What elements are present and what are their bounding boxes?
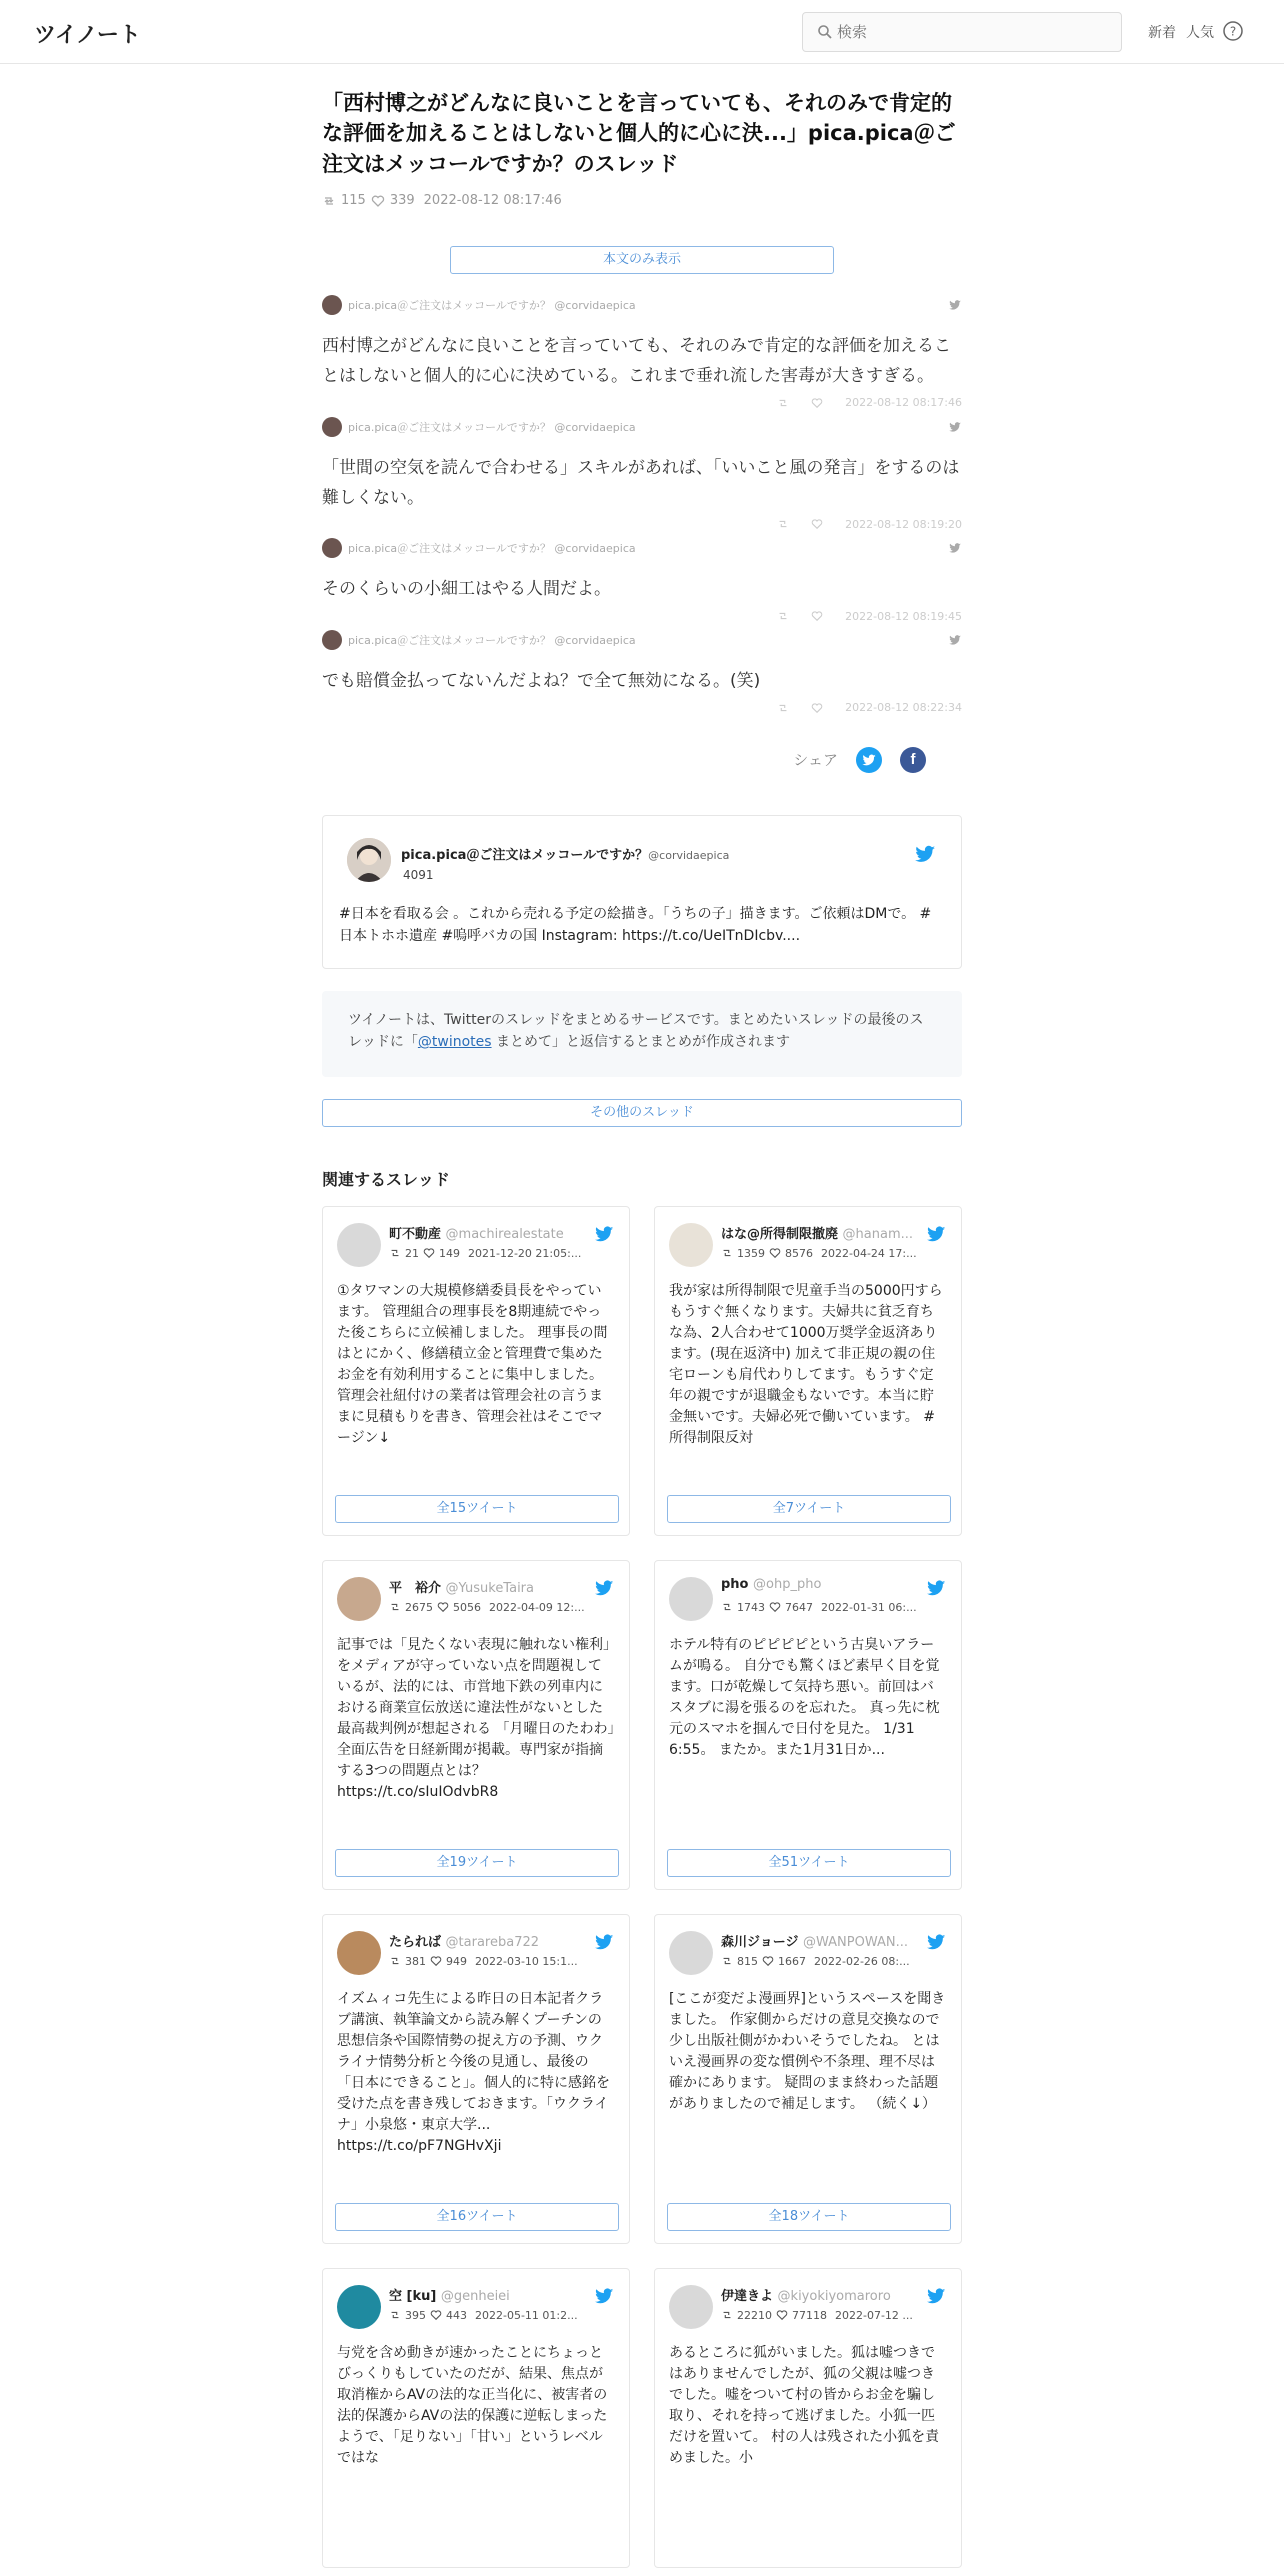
twitter-icon (861, 752, 877, 768)
card-text: [ここが変だよ漫画界]というスペースを聞きました。 作家側からだけの意見交換なので少し出版社側がかわいそうでしたね。 とはいえ漫画界の変な慣例や不条理、理不尽は確かにあります。 疑問のまま終わった話題がありましたので補足します。 （続く↓） (669, 1990, 946, 2112)
card-retweet-count: 22210 (737, 2308, 772, 2322)
tweet-time[interactable]: 2022-08-12 08:19:20 (845, 517, 962, 531)
related-thread-card[interactable] (654, 2268, 962, 2568)
avatar[interactable] (322, 417, 342, 437)
card-date: 2022-05-11 01:2... (475, 2308, 578, 2322)
twitter-icon[interactable] (925, 1577, 947, 1599)
card-all-tweets-button[interactable]: 全15ツイート (335, 1495, 619, 1523)
card-author[interactable] (721, 1931, 921, 1950)
avatar-illustration-icon (347, 838, 391, 882)
tweet-item (322, 416, 962, 534)
nav-new-link[interactable]: 新着 (1148, 25, 1176, 41)
search-icon (817, 24, 833, 40)
card-author[interactable] (721, 1223, 921, 1242)
card-author[interactable] (389, 2285, 589, 2304)
share-label: シェア (793, 751, 838, 770)
like-count: 339 (389, 193, 415, 209)
card-stats (721, 1955, 941, 1968)
body-only-button[interactable]: 本文のみ表示 (450, 246, 834, 274)
card-text: 記事では「見たくない表現に触れない権利」をメディアが守っていない点を問題視しているが、法的には、市営地下鉄の列車内における商業宣伝放送に違法性がないとした最高裁判例が想起される 「月曜日のたわわ」全面広告を日経新聞が掲載。専門家が指摘する3つの問題点とは？ https://t.co/sIuIOdvbR8 (337, 1636, 615, 1800)
heart-icon (430, 2309, 442, 2321)
tweet-text: 西村博之がどんなに良いことを言っていても、それのみで肯定的な評価を加えることはしないと個人的に心に決めている。これまで垂れ流した害毒が大きすぎる。 (322, 336, 951, 387)
card-author-handle[interactable]: @YusukeTaira (445, 1580, 534, 1596)
card-stats (721, 1601, 941, 1614)
card-date: 2022-04-09 12:... (489, 1600, 585, 1614)
heart-icon (762, 1955, 774, 1967)
tweet-footer (322, 607, 962, 625)
retweet-count: 115 (341, 193, 366, 209)
card-stats (721, 1247, 941, 1260)
related-thread-card[interactable] (322, 2268, 630, 2568)
card-author-name[interactable]: 平 裕介 (389, 1580, 442, 1596)
card-text: あるところに狐がいました。狐は嘘つきではありませんでしたが、狐の父親は嘘つきでした。嘘をついて村の皆からお金を騙し取り、それを持って逃げました。小狐一匹だけを置いて。 村の人は残された小狐を責めました。小 (669, 2344, 940, 2466)
card-author[interactable] (721, 1577, 921, 1592)
retweet-icon (389, 2309, 401, 2321)
other-threads-button[interactable]: その他のスレッド (322, 1099, 962, 1127)
related-thread-card[interactable] (654, 1914, 962, 2244)
profile-name-line[interactable] (401, 844, 729, 863)
card-author-name[interactable]: たられば (389, 1934, 442, 1950)
card-all-tweets-button[interactable]: 全51ツイート (667, 1849, 951, 1877)
card-all-tweets-button[interactable]: 全18ツイート (667, 2203, 951, 2231)
tweet-footer (322, 699, 962, 717)
card-date: 2022-01-31 06:... (821, 1600, 917, 1614)
related-thread-card[interactable] (322, 1206, 630, 1536)
heart-icon (430, 1955, 442, 1967)
avatar[interactable] (337, 1223, 381, 1267)
card-author-handle[interactable]: @WANPOWAN... (803, 1934, 909, 1950)
tweet-text: でも賠償金払ってないんだよね？で全て無効になる。(笑) (322, 671, 761, 692)
avatar[interactable] (347, 838, 391, 882)
share-bar (322, 747, 962, 773)
tweet-author[interactable]: pica.pica＠ご注文はメッコールですか？ @corvidaepica (348, 542, 636, 556)
search-input[interactable] (837, 13, 1113, 51)
card-retweet-count: 1743 (737, 1600, 765, 1614)
twitter-share-button[interactable] (856, 747, 882, 773)
card-stats (721, 2309, 941, 2322)
site-logo[interactable]: ツイノート (34, 23, 141, 48)
twitter-icon[interactable] (948, 633, 962, 647)
nav-popular-link[interactable]: 人気 (1186, 25, 1214, 41)
site-header (0, 0, 1284, 64)
tweet-text: 「世間の空気を読んで合わせる」スキルがあれば、「いいこと風の発言」をするのは難しくない。 (322, 457, 960, 508)
card-retweet-count: 395 (405, 2308, 426, 2322)
retweet-icon (721, 2309, 733, 2321)
card-like-count: 7647 (785, 1600, 813, 1614)
tweet-item (322, 629, 962, 717)
tweet-header (322, 537, 962, 559)
twitter-icon[interactable] (593, 1223, 615, 1245)
related-thread-card[interactable] (322, 1914, 630, 2244)
avatar[interactable] (337, 1577, 381, 1621)
related-thread-card[interactable] (654, 1560, 962, 1890)
retweet-icon[interactable] (777, 702, 789, 714)
tweet-time[interactable]: 2022-08-12 08:22:34 (845, 701, 962, 715)
card-author-name[interactable]: pho (721, 1576, 749, 1592)
avatar[interactable] (337, 2285, 381, 2329)
profile-handle[interactable]: @corvidaepica (648, 848, 730, 862)
card-author[interactable] (721, 2285, 921, 2304)
help-icon[interactable] (1222, 20, 1244, 42)
card-author-handle[interactable]: @genheiei (440, 2288, 510, 2304)
card-author-handle[interactable]: @hanam... (842, 1226, 914, 1242)
card-text: イズムィコ先生による昨日の日本記者クラブ講演、執筆論文から読み解くプーチンの思想信条や国際情勢の捉え方の予測、ウクライナ情勢分析と今後の見通し、最後の「日本にできること」。個人的に特に感銘を受けた点を書き残しておきます。「ウクライナ」小泉悠・東京大学... https://t.co/pF7NGHvXji (337, 1990, 610, 2154)
svg-text:?: ? (1229, 24, 1237, 39)
card-like-count: 8576 (785, 1246, 813, 1260)
twinotes-link[interactable]: @twinotes (417, 1034, 492, 1051)
card-date: 2022-02-26 08:... (814, 1954, 910, 1968)
avatar[interactable] (337, 1931, 381, 1975)
card-like-count: 5056 (453, 1600, 481, 1614)
twitter-icon[interactable] (913, 842, 937, 866)
twitter-icon[interactable] (925, 2285, 947, 2307)
thread-meta (322, 193, 962, 208)
twitter-icon[interactable] (948, 420, 962, 434)
twitter-icon[interactable] (925, 1223, 947, 1245)
card-author-name[interactable]: 森川ジョージ (721, 1934, 799, 1950)
card-text: 我が家は所得制限で児童手当の5000円すらもうすぐ無くなります。夫婦共に貧乏育ちな為、2人合わせて1000万奨学金返済あります。(現在返済中) 加えて非正規の親の住宅ローンも肩代わりしてます。もうすぐ定年の親ですが退職金もないです。本当に貯金無いです。夫婦必死で働いています。 #所得制限反対 (669, 1282, 943, 1446)
facebook-icon: f (910, 751, 916, 769)
card-text: ①タワマンの大規模修繕委員長をやっています。 管理組合の理事長を8期連続でやった後こちらに立候補しました。 理事長の間はとにかく、修繕積立金と管理費で集めたお金を有効利用することに集中しました。管理会社紐付けの業者は管理会社の言うままに見積もりを書き、管理会社はそこでマージン↓ (337, 1282, 608, 1446)
related-thread-card[interactable] (322, 1560, 630, 1890)
avatar[interactable] (322, 295, 342, 315)
card-retweet-count: 21 (405, 1246, 419, 1260)
twitter-icon[interactable] (948, 541, 962, 555)
retweet-icon (389, 1247, 401, 1259)
twitter-icon[interactable] (948, 298, 962, 312)
card-author-name[interactable]: 町不動産 (389, 1226, 442, 1242)
card-like-count: 949 (446, 1954, 467, 1968)
profile-count: 4091 (403, 867, 434, 882)
heart-icon (776, 2309, 788, 2321)
heart-icon (371, 194, 385, 208)
card-all-tweets-button[interactable]: 全16ツイート (335, 2203, 619, 2231)
tweet-item (322, 537, 962, 625)
card-retweet-count: 1359 (737, 1246, 765, 1260)
card-stats (389, 1955, 609, 1968)
card-all-tweets-button[interactable]: 全7ツイート (667, 1495, 951, 1523)
avatar[interactable] (669, 1223, 713, 1267)
tweet-author[interactable]: pica.pica＠ご注文はメッコールですか？ @corvidaepica (348, 420, 636, 434)
retweet-icon (721, 1247, 733, 1259)
tweet-text: そのくらいの小細工はやる人間だよ。 (322, 579, 611, 600)
heart-icon[interactable] (811, 702, 823, 714)
card-author-name[interactable]: はな@所得制限撤廃 (721, 1226, 839, 1242)
card-like-count: 149 (439, 1246, 460, 1260)
twitter-icon[interactable] (925, 1931, 947, 1953)
retweet-icon (322, 194, 336, 208)
related-threads-grid (322, 1206, 962, 2526)
heart-icon (423, 1247, 435, 1259)
card-like-count: 443 (446, 2308, 467, 2322)
card-all-tweets-button[interactable]: 全19ツイート (335, 1849, 619, 1877)
card-author[interactable] (389, 1577, 589, 1596)
profile-name[interactable]: pica.pica＠ご注文はメッコールですか？ (401, 847, 649, 863)
tweet-footer (322, 394, 962, 412)
profile-bio: #日本を看取る会 。これから売れる予定の絵描き。「うちの子」描きます。ご依頼はDMで。 #日本トホホ遺産 #嗚呼バカの国 Instagram: https://t.co/UeITnDIcbv.... (339, 905, 932, 944)
card-stats (389, 2309, 609, 2322)
card-like-count: 77118 (792, 2308, 827, 2322)
twitter-icon[interactable] (593, 1577, 615, 1599)
heart-icon (769, 1601, 781, 1613)
heart-icon (437, 1601, 449, 1613)
retweet-icon[interactable] (777, 397, 789, 409)
card-stats (389, 1247, 609, 1260)
tweet-author[interactable]: pica.pica＠ご注文はメッコールですか？ @corvidaepica (348, 299, 636, 313)
tweet-item (322, 294, 962, 412)
avatar[interactable] (669, 1931, 713, 1975)
retweet-icon (389, 1955, 401, 1967)
tweet-header (322, 416, 962, 438)
tweet-time[interactable]: 2022-08-12 08:19:45 (845, 609, 962, 623)
card-stats (389, 1601, 609, 1614)
card-date: 2022-07-12 ... (835, 2308, 913, 2322)
twitter-icon[interactable] (593, 2285, 615, 2307)
retweet-icon (389, 1601, 401, 1613)
avatar[interactable] (669, 2285, 713, 2329)
card-date: 2022-03-10 15:1... (475, 1954, 578, 1968)
thread-datetime: 2022-08-12 08:17:46 (423, 193, 562, 209)
tweet-footer (322, 515, 962, 533)
card-author-handle[interactable]: @tarareba722 (445, 1934, 540, 1950)
card-text: ホテル特有のピピピピという古臭いアラームが鳴る。 自分でも驚くほど素早く目を覚ます。口が乾燥して気持ち悪い。前回はバスタブに湯を張るのを忘れた。 真っ先に枕元のスマホを掴んで日付を見た。 1/31 6:55。 またか。また1月31日か... (669, 1636, 940, 1758)
card-text: 与党を含め動きが速かったことにちょっとびっくりもしていたのだが、結果、焦点が取消権からAVの法的な正当化に、被害者の法的保護からAVの法的保護に逆転しまったようで、「足りない」「甘い」というレベルではな (337, 2344, 608, 2466)
heart-icon[interactable] (811, 397, 823, 409)
author-profile-card (322, 815, 962, 969)
avatar[interactable] (669, 1577, 713, 1621)
card-date: 2021-12-20 21:05:... (468, 1246, 582, 1260)
heart-icon[interactable] (811, 610, 823, 622)
related-thread-card[interactable] (654, 1206, 962, 1536)
related-threads-heading: 関連するスレッド (322, 1169, 450, 1189)
facebook-share-button[interactable] (900, 747, 926, 773)
card-author-handle[interactable]: @ohp_pho (753, 1576, 822, 1592)
heart-icon (769, 1247, 781, 1259)
tweet-header (322, 294, 962, 316)
card-retweet-count: 2675 (405, 1600, 433, 1614)
card-author-name[interactable]: 伊達きよ (721, 2288, 774, 2304)
main-column (322, 64, 962, 2526)
card-retweet-count: 381 (405, 1954, 426, 1968)
card-author-name[interactable]: 空 [ku] (389, 2288, 437, 2304)
card-retweet-count: 815 (737, 1954, 758, 1968)
tweet-author[interactable]: pica.pica＠ご注文はメッコールですか？ @corvidaepica (348, 634, 636, 648)
retweet-icon[interactable] (777, 518, 789, 530)
card-like-count: 1667 (778, 1954, 806, 1968)
avatar[interactable] (322, 630, 342, 650)
service-description (322, 991, 962, 1077)
about-text-before: ツイノートは、Twitterのスレッドをまとめるサービスです。まとめたいスレッドの最後のスレッドに「 (348, 1011, 924, 1051)
tweet-time[interactable]: 2022-08-12 08:17:46 (845, 396, 962, 410)
search-box[interactable] (802, 12, 1122, 52)
retweet-icon (721, 1955, 733, 1967)
tweet-header (322, 629, 962, 651)
twitter-icon[interactable] (593, 1931, 615, 1953)
avatar[interactable] (322, 538, 342, 558)
retweet-icon (721, 1601, 733, 1613)
card-author-handle[interactable]: @machirealestate (445, 1226, 564, 1242)
card-author[interactable] (389, 1931, 589, 1950)
card-author[interactable] (389, 1223, 589, 1242)
about-text-after: まとめて」と返信するとまとめが作成されます (491, 1034, 790, 1051)
thread-title: 「西村博之がどんなに良いことを言っていても、それのみで肯定的な評価を加えることはしないと個人的に心に決...」pica.pica＠ご注文はメッコールですか？のスレッド (322, 91, 956, 176)
card-date: 2022-04-24 17:... (821, 1246, 917, 1260)
heart-icon[interactable] (811, 518, 823, 530)
retweet-icon[interactable] (777, 610, 789, 622)
card-author-handle[interactable]: @kiyokiyomaroro (777, 2288, 891, 2304)
